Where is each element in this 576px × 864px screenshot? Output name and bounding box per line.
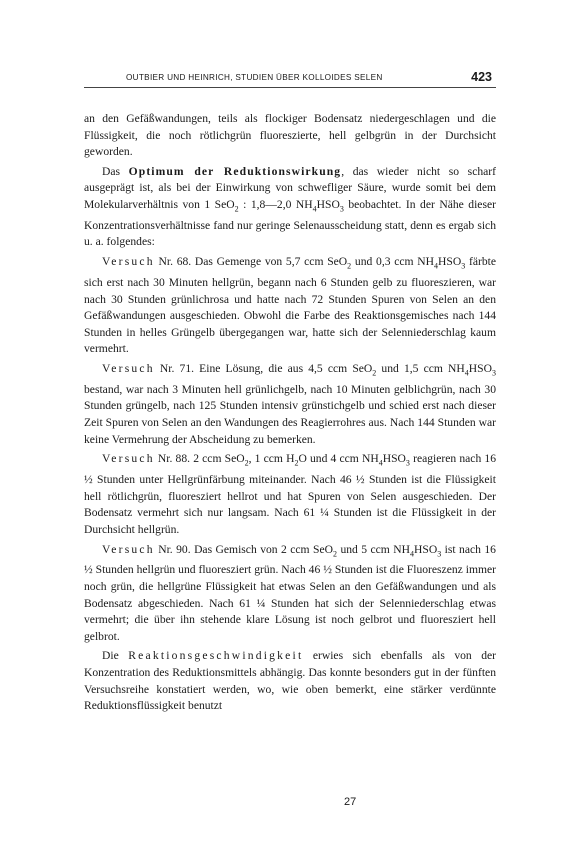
text-run: und 5 ccm NH	[337, 542, 411, 556]
book-page	[84, 66, 497, 713]
header-rule	[84, 87, 496, 88]
text-run: , 1 ccm H	[248, 452, 295, 466]
text-run: erwies sich ebenfalls als von der Konzentration des Reduktionsmittels abhängig. Das konnte besonders gut in der fünften Versuchsreihe konstatiert werden, wo, wie oben bemerkt, eine stärker verdünnte Reduktionsflüssigkeit benutzt	[84, 649, 496, 713]
text-run: Nr. 68. Das Gemenge von 5,7 ccm SeO	[154, 255, 348, 269]
text-run: HSO	[438, 255, 462, 269]
paragraph	[84, 542, 496, 646]
page-number: 423	[471, 70, 492, 84]
running-title: OUTBIER UND HEINRICH, STUDIEN ÜBER KOLLOIDES SELEN	[126, 73, 383, 82]
subscript: 3	[437, 548, 442, 558]
subscript: 4	[378, 458, 383, 468]
text-run: Die	[102, 649, 129, 663]
text-run: , das wieder nicht so scharf ausgeprägt ist, als bei der Einwirkung von schwefliger Säure, wurde somit bei dem Molekularverhältnis von 1 SeO	[84, 164, 497, 211]
subscript: 2	[244, 458, 249, 468]
text-run: O und 4 ccm NH	[298, 452, 379, 466]
running-head	[84, 66, 496, 86]
subscript: 2	[347, 261, 352, 271]
body-text	[84, 111, 496, 715]
subscript: 2	[372, 368, 377, 378]
text-run: HSO	[382, 452, 406, 466]
paragraph	[84, 361, 496, 448]
text-run: HSO	[316, 197, 340, 211]
subscript: 4	[464, 368, 469, 378]
text-run: Versuch	[102, 542, 155, 556]
subscript: 2	[234, 204, 239, 214]
paragraph	[84, 451, 496, 538]
text-run: HSO	[414, 542, 438, 556]
text-run: Optimum der Reduktionswirkung	[128, 164, 342, 178]
text-run: an den Gefäßwandungen, teils als flockiger Bodensatz niedergeschlagen und die Flüssigkeit, die noch rötlichgrün fluoreszierte, hell gelbgrün in der Durchsicht geworden.	[84, 112, 496, 159]
text-run: und 0,3 ccm NH	[351, 255, 435, 269]
text-run: Versuch	[102, 452, 155, 466]
subscript: 3	[339, 204, 344, 214]
subscript: 3	[461, 261, 466, 271]
paragraph	[84, 648, 496, 714]
text-run: ist nach 16 ½ Stunden hellgrün und fluoresziert grün. Nach 46 ½ Stunden ist die Fluoreszenz immer noch grün, die hellgrüne Flüssigkeit hat etwas Selen an den Gefäßwandungen und als Bodensatz abgeschieden. Nach 61 ¼ Stunden hat sich der Selenniederschlag etwas vermehrt; die über ihn stehende klare Lösung ist noch gelbrot und fluoresziert hell gelbrot.	[84, 542, 496, 643]
text-run: bestand, war nach 3 Minuten hell grünlichgelb, nach 10 Minuten gelblichgrün, nach 30 Stunden grüngelb, nach 125 Stunden intensiv grünstichgelb und schied erst nach dieser Zeit Spuren von Selen an den Wandungen des Reagierrohres aus. Nach 144 Stunden war keine Vermehrung der Abscheidung zu bemerken.	[84, 382, 496, 446]
text-run: Nr. 90. Das Gemisch von 2 ccm SeO	[154, 542, 333, 556]
subscript: 3	[492, 368, 496, 378]
text-run: Versuch	[102, 255, 155, 269]
subscript: 4	[434, 261, 439, 271]
subscript: 3	[405, 458, 410, 468]
text-run: und 1,5 ccm NH	[376, 361, 465, 375]
text-run: Das	[102, 164, 129, 178]
subscript: 4	[312, 204, 317, 214]
text-run: beobachtet. In der Nähe dieser Konzentrationsverhältnisse fand nur geringe Selenausscheidung statt, denn es ergab sich u. a. folgendes:	[84, 197, 496, 249]
text-run: reagieren nach 16 ½ Stunden unter Hellgrünfärbung miteinander. Nach 46 ½ Stunden ist die Flüssigkeit hell rötlichgrün, fluoresziert hellrot und hat Spuren von Selen ausgeschieden. Der Bodensatz vermehrt sich nur langsam. Nach 61 ¼ Stunden ist die Flüssigkeit in der Durchsicht hellgrün.	[84, 452, 496, 536]
paragraph	[84, 111, 496, 161]
text-run: Nr. 71. Eine Lösung, die aus 4,5 ccm SeO	[154, 361, 373, 375]
text-run: : 1,8—2,0 NH	[238, 197, 313, 211]
text-run: färbte sich erst nach 30 Minuten hellgrün, begann nach 6 Stunden gelb zu fluoreszieren, war nach 30 Stunden grünlichrosa und hatte nach 72 Stunden Spuren von Selen an den Gefäßwandungen ausgeschieden. Obwohl die Farbe des Reaktionsgemisches nach 144 Stunden in helles Grüngelb übergegangen war, hatte sich der Selenniederschlag kaum vermehrt.	[84, 255, 496, 356]
text-run: Nr. 88. 2 ccm SeO	[154, 452, 245, 466]
text-run: Versuch	[102, 361, 155, 375]
subscript: 2	[294, 458, 299, 468]
text-run: Reaktionsgeschwindigkeit	[128, 649, 304, 663]
text-run: HSO	[468, 361, 492, 375]
signature-mark: 27	[344, 796, 357, 808]
paragraph	[84, 164, 496, 251]
paragraph	[84, 254, 496, 358]
subscript: 4	[410, 548, 415, 558]
subscript: 2	[333, 548, 337, 558]
